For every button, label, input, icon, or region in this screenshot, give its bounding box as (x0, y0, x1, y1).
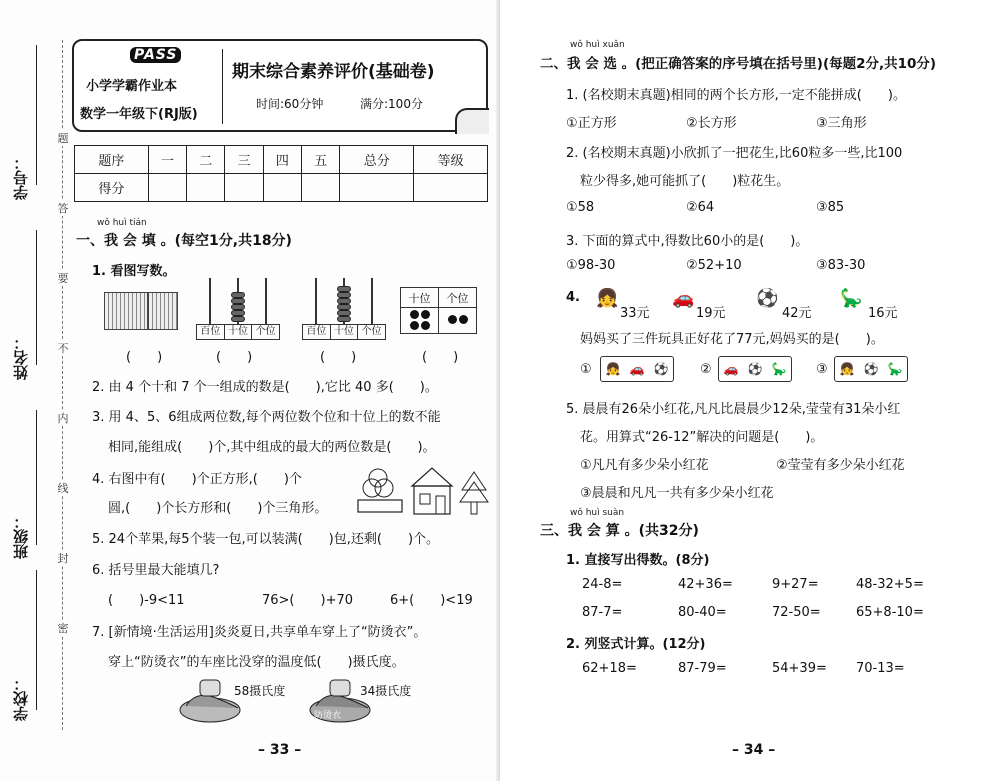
class-label: 班级： (12, 514, 30, 559)
pass-logo: PASS (130, 47, 181, 63)
dinosaur-icon: 🦕 (840, 288, 863, 309)
s2-q3-opt-3[interactable]: ③83-30 (816, 258, 866, 273)
q1-answer-3[interactable]: ( ) (320, 350, 357, 365)
school-label: 学校： (12, 676, 30, 721)
vertical-calc-item[interactable]: 62+18= (582, 661, 637, 676)
page-curl (455, 108, 489, 134)
right-page (500, 0, 1000, 781)
q7-line1: 7. [新情境·生活运用]炎炎夏日,共享单车穿上了“防烫衣”。 (92, 625, 427, 640)
page-number-right: – 34 – (732, 742, 776, 758)
s2-q5-line2: 花。用算式“26-12”解决的问题是( )。 (580, 430, 824, 445)
s2-q5-line1: 5. 晨晨有26朵小红花,凡凡比晨晨少12朵,莹莹有31朵小红 (566, 402, 901, 417)
q3-line2: 相同,能组成( )个,其中组成的最大的两位数是( )。 (108, 440, 436, 455)
s2-q4-text: 妈妈买了三件玩具正好花了77元,妈妈买的是( )。 (580, 332, 884, 347)
header-divider (222, 49, 223, 124)
abacus-label: 十位 (331, 325, 359, 339)
q6-text: 6. 括号里最大能填几? (92, 563, 220, 578)
score-cell[interactable] (187, 174, 225, 202)
s2-q1-opt-2[interactable]: ②长方形 (686, 116, 737, 131)
section3-title: 三、我 会 算 。(共32分) (540, 523, 699, 539)
vertical-calc-item[interactable]: 87-79= (678, 661, 727, 676)
binding-char: 封 (57, 552, 69, 565)
s2-q5-opt-2[interactable]: ②莹莹有多少朵小红花 (776, 458, 905, 473)
s2-q4-opt-1[interactable]: 👧 🚗 ⚽ (600, 356, 674, 382)
student-id-label: 学号： (12, 155, 30, 200)
score-header: 四 (263, 146, 301, 174)
stick-bundle (104, 292, 148, 330)
q3-line1: 3. 用 4、5、6组成两位数,每个两位数个位和十位上的数不能 (92, 410, 441, 425)
q6-item-2[interactable]: 76>( )+70 (262, 593, 354, 608)
section2-title: 二、我 会 选 。(把正确答案的序号填在括号里)(每题2分,共10分) (540, 56, 937, 72)
page-number-left: – 33 – (258, 742, 302, 758)
score-header: 三 (225, 146, 263, 174)
s2-q2-line2: 粒少得多,她可能抓了( )粒花生。 (580, 174, 790, 189)
header-box (72, 39, 488, 132)
price-dinosaur: 16元 (868, 306, 898, 321)
calc-item[interactable]: 48-32+5= (856, 577, 924, 592)
grade-label: 数学一年级下(RJ版) (80, 107, 198, 122)
price-doll: 33元 (620, 306, 650, 321)
score-header: 五 (302, 146, 340, 174)
s2-q4-opt-2-label[interactable]: ② (700, 362, 712, 377)
abacus-label: 个位 (361, 326, 382, 337)
s2-q1-opt-1[interactable]: ①正方形 (566, 116, 617, 131)
section3-pinyin: wǒ huì suàn (570, 508, 625, 518)
s2-q3-opt-1[interactable]: ①98-30 (566, 258, 616, 273)
s2-q4-opt-3-label[interactable]: ③ (816, 362, 828, 377)
vertical-calc-item[interactable]: 54+39= (772, 661, 827, 676)
section1-title: 一、我 会 填 。(每空1分,共18分) (76, 233, 292, 249)
s2-q2-opt-1[interactable]: ①58 (566, 200, 595, 215)
score-table (74, 145, 488, 202)
binding-char: 密 (57, 622, 69, 635)
score-cell[interactable] (148, 174, 186, 202)
score-header: 题序 (75, 146, 149, 174)
binding-char: 线 (57, 482, 69, 495)
car-icon: 🚗 (672, 288, 695, 309)
price-car: 19元 (696, 306, 726, 321)
calc-item[interactable]: 42+36= (678, 577, 733, 592)
doll-icon: 👧 (596, 288, 619, 309)
s2-q1-text: 1. (名校期末真题)相同的两个长方形,一定不能拼成( )。 (566, 88, 906, 103)
q6-item-1[interactable]: ( )-9<11 (108, 593, 185, 608)
s2-q4-number: 4. (566, 290, 580, 305)
abacus-1 (196, 278, 280, 340)
calc-item[interactable]: 80-40= (678, 605, 727, 620)
brand-name: 小学学霸作业本 (86, 79, 178, 94)
s2-q5-opt-3[interactable]: ③晨晨和凡凡一共有多少朵小红花 (580, 486, 774, 501)
score-header: 二 (187, 146, 225, 174)
q6-item-3[interactable]: 6+( )<19 (390, 593, 473, 608)
place-value-table (400, 287, 477, 334)
binding-char: 不 (57, 342, 69, 355)
s2-q2-opt-3[interactable]: ③85 (816, 200, 845, 215)
s2-q1-opt-3[interactable]: ③三角形 (816, 116, 867, 131)
binding-char: 题 (57, 132, 69, 145)
ball-icon: ⚽ (756, 288, 779, 309)
abacus-label: 个位 (255, 326, 276, 337)
calc-item[interactable]: 9+27= (772, 577, 819, 592)
q4-line1: 4. 右图中有( )个正方形,( )个 (92, 472, 302, 487)
abacus-2 (302, 278, 386, 340)
q7-line2: 穿上“防烫衣”的车座比没穿的温度低( )摄氏度。 (108, 655, 405, 670)
binding-char: 答 (57, 202, 69, 215)
q1-answer-4[interactable]: ( ) (422, 350, 459, 365)
s2-q4-opt-1-label[interactable]: ① (580, 362, 592, 377)
score-cell[interactable] (414, 174, 488, 202)
temp-label-2: 34摄氏度 (360, 684, 412, 698)
seat-cover-label: 防烫衣 (314, 711, 342, 721)
exam-title: 期末综合素养评价(基础卷) (232, 62, 435, 82)
s2-q4-opt-3[interactable]: 👧 ⚽ 🦕 (834, 356, 908, 382)
abacus-label: 百位 (303, 325, 331, 339)
score-cell[interactable] (263, 174, 301, 202)
score-cell[interactable] (340, 174, 414, 202)
price-ball: 42元 (782, 306, 812, 321)
calc-item[interactable]: 24-8= (582, 577, 623, 592)
s2-q5-opt-1[interactable]: ①凡凡有多少朵小红花 (580, 458, 709, 473)
abacus-label: 十位 (225, 325, 253, 339)
score-header: 一 (148, 146, 186, 174)
section1-pinyin: wǒ huì tián (97, 218, 147, 228)
section2-pinyin: wǒ huì xuǎn (570, 40, 625, 50)
score-cell[interactable] (225, 174, 263, 202)
vertical-calc-item[interactable]: 70-13= (856, 661, 905, 676)
q1-answer-1[interactable]: ( ) (126, 350, 163, 365)
score-header: 等级 (414, 146, 488, 174)
q5-text: 5. 24个苹果,每5个装一包,可以装满( )包,还剩( )个。 (92, 532, 440, 547)
pv-header: 个位 (439, 288, 477, 308)
school-line (36, 570, 37, 710)
calc-item[interactable]: 87-7= (582, 605, 623, 620)
student-id-line (36, 45, 37, 185)
q2-text: 2. 由 4 个十和 7 个一组成的数是( ),它比 40 多( )。 (92, 380, 438, 395)
q4-line2: 圆,( )个长方形和( )个三角形。 (108, 501, 328, 516)
calc-item[interactable]: 72-50= (772, 605, 821, 620)
score-row-label: 得分 (75, 174, 149, 202)
name-label: 姓名： (12, 335, 30, 380)
score-cell[interactable] (302, 174, 340, 202)
score-header: 总分 (340, 146, 414, 174)
binding-char: 内 (57, 412, 69, 425)
q1-text: 1. 看图写数。 (92, 264, 176, 279)
exam-full-score: 满分:100分 (360, 97, 423, 111)
s3-q1-text: 1. 直接写出得数。(8分) (566, 553, 710, 568)
s2-q4-opt-2[interactable]: 🚗 ⚽ 🦕 (718, 356, 792, 382)
s2-q2-line1: 2. (名校期末真题)小欣抓了一把花生,比60粒多一些,比100 (566, 146, 903, 161)
stick-bundle (148, 292, 178, 330)
calc-item[interactable]: 65+8-10= (856, 605, 924, 620)
name-line (36, 230, 37, 365)
s3-q2-text: 2. 列竖式计算。(12分) (566, 637, 706, 652)
s2-q2-opt-2[interactable]: ②64 (686, 200, 715, 215)
abacus-label: 百位 (197, 325, 225, 339)
binding-char: 要 (57, 272, 69, 285)
pv-header: 十位 (401, 288, 439, 308)
s2-q3-text: 3. 下面的算式中,得数比60小的是( )。 (566, 234, 809, 249)
shapes-figure (356, 466, 490, 522)
s2-q3-opt-2[interactable]: ②52+10 (686, 258, 742, 273)
exam-time: 时间:60分钟 (256, 97, 324, 111)
q1-answer-2[interactable]: ( ) (216, 350, 253, 365)
class-line (36, 410, 37, 545)
temp-label-1: 58摄氏度 (234, 684, 286, 698)
